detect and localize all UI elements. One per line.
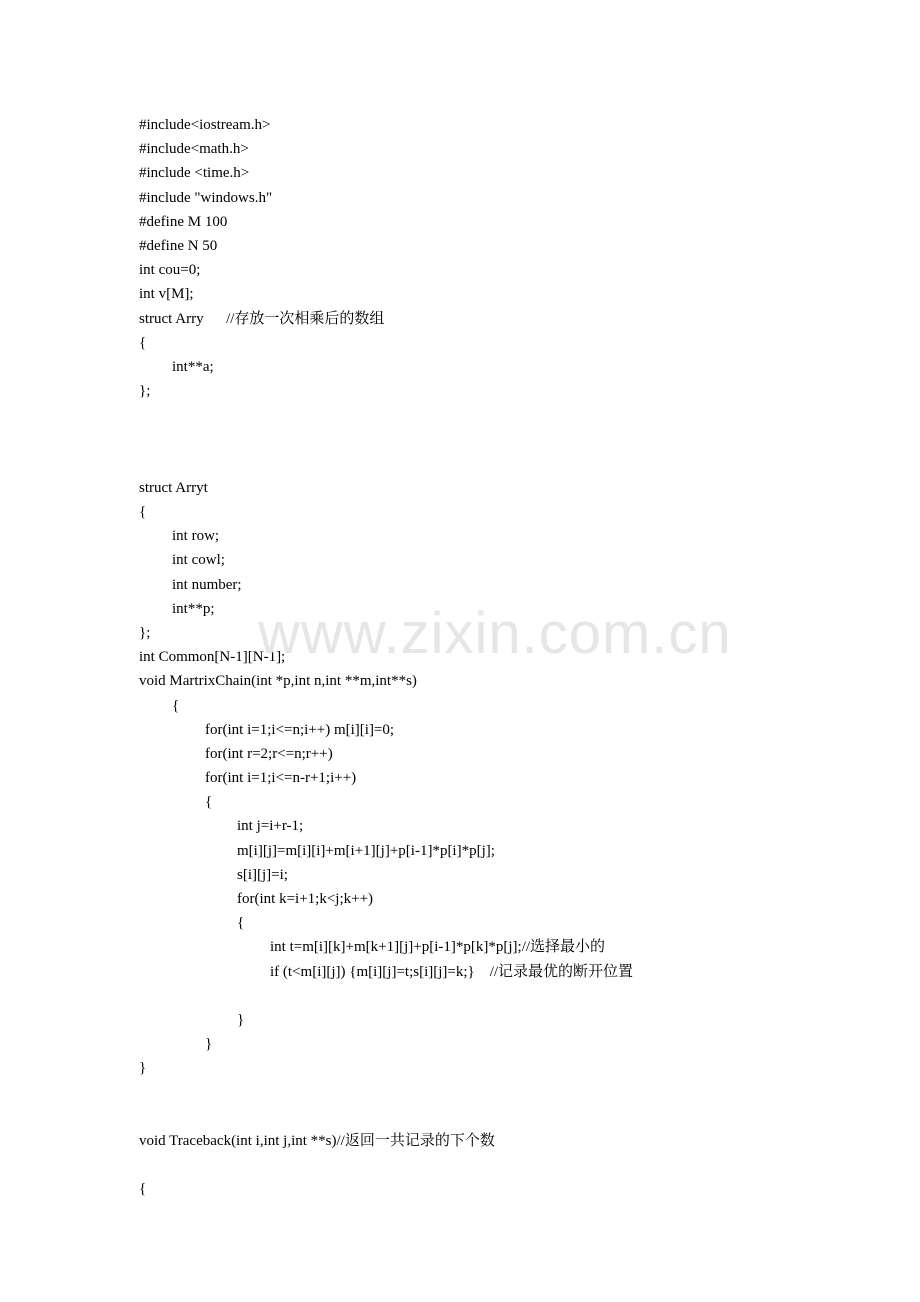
code-line: int j=i+r-1; <box>237 818 304 835</box>
code-line: } <box>139 1060 147 1077</box>
code-line: for(int i=1;i<=n-r+1;i++) <box>205 770 357 787</box>
code-line: { <box>205 794 213 811</box>
code-line: if (t<m[i][j]) {m[i][j]=t;s[i][j]=k;} //记录最优的断开位置 <box>270 963 634 980</box>
blank-line <box>139 1153 839 1177</box>
blank-line <box>139 1081 839 1105</box>
code-line: int Common[N-1][N-1]; <box>139 649 286 666</box>
code-line: void MartrixChain(int *p,int n,int **m,int**s) <box>139 673 417 690</box>
code-line: for(int k=i+1;k<j;k++) <box>237 891 374 907</box>
code-line: m[i][j]=m[i][i]+m[i+1][j]+p[i-1]*p[i]*p[j]; <box>237 842 495 859</box>
blank-line <box>139 1105 839 1129</box>
code-line: #include<math.h> <box>139 141 249 158</box>
code-line: struct Arry //存放一次相乘后的数组 <box>139 310 385 327</box>
code-line: void Traceback(int i,int j,int **s)//返回一共记录的下个数 <box>139 1132 495 1149</box>
code-line: { <box>172 697 180 714</box>
code-line: struct Arryt <box>139 479 208 496</box>
code-line: { <box>139 504 147 520</box>
code-line: #define N 50 <box>139 237 218 254</box>
code-line: int cou=0; <box>139 262 201 279</box>
blank-line <box>139 452 839 476</box>
code-line: #include <time.h> <box>139 165 250 182</box>
code-line: int cowl; <box>172 552 225 569</box>
blank-line <box>139 403 839 427</box>
code-line: s[i][j]=i; <box>237 866 288 883</box>
code-line: int number; <box>172 576 242 593</box>
code-listing <box>139 113 839 1201</box>
code-line: int row; <box>172 528 220 545</box>
code-line: int t=m[i][k]+m[k+1][j]+p[i-1]*p[k]*p[j];//选择最小的 <box>270 939 606 956</box>
code-line: } <box>205 1036 213 1053</box>
code-line: int**a; <box>172 358 214 375</box>
code-line: { <box>139 334 147 351</box>
code-line: #define M 100 <box>139 213 228 230</box>
code-line: { <box>139 1181 147 1198</box>
code-line: for(int r=2;r<=n;r++) <box>205 745 333 762</box>
watermark: www.zixin.com.cn <box>258 601 732 666</box>
code-line: #include<iostream.h> <box>139 117 271 133</box>
code-line: } <box>237 1011 245 1028</box>
code-line: for(int i=1;i<=n;i++) m[i][i]=0; <box>205 721 395 738</box>
code-line: { <box>237 915 245 932</box>
code-line: int v[M]; <box>139 286 194 303</box>
blank-line <box>139 984 839 1008</box>
code-line: }; <box>139 624 151 641</box>
blank-line <box>139 427 839 451</box>
code-line: #include "windows.h" <box>139 189 273 206</box>
code-line: int**p; <box>172 600 215 617</box>
code-line: }; <box>139 383 151 400</box>
